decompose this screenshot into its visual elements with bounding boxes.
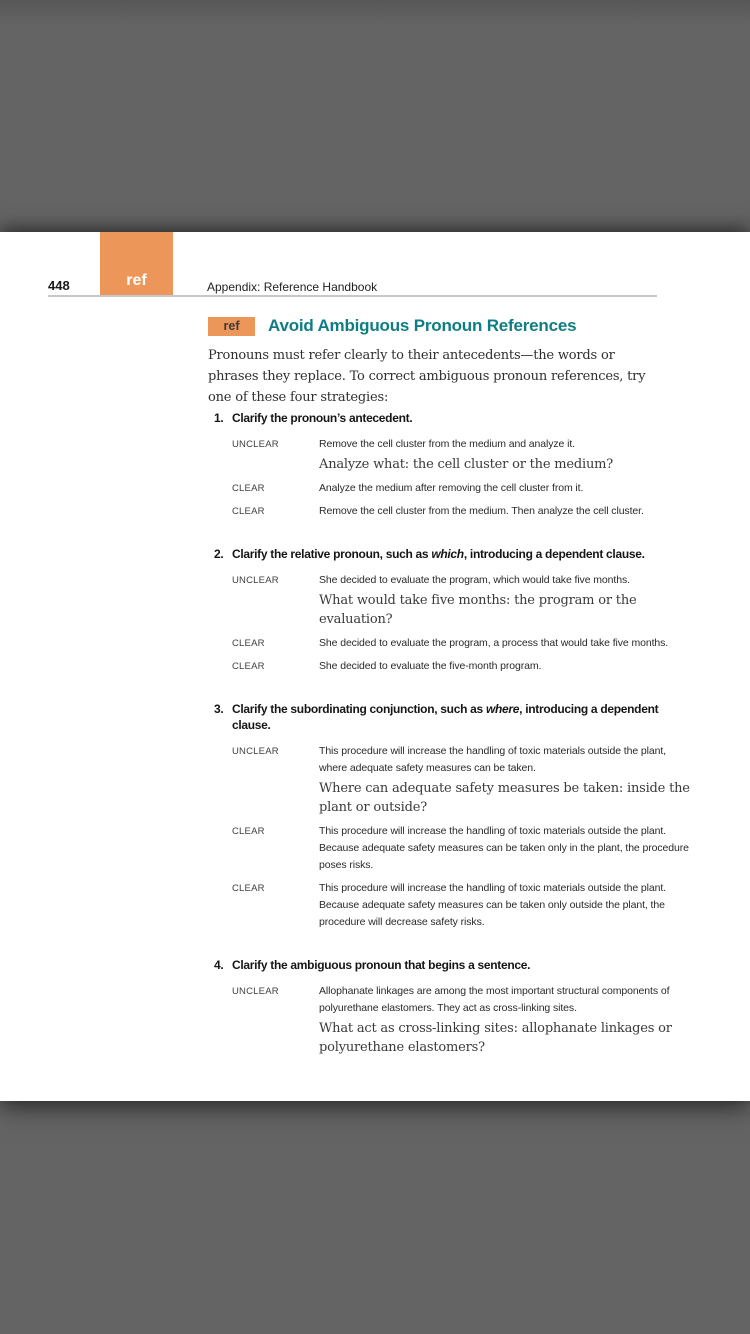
section-badge — [208, 317, 255, 336]
section-heading — [208, 316, 692, 336]
example-label: UNCLEAR — [232, 746, 279, 757]
example-text: Analyze the medium after removing the cell cluster from it. — [319, 482, 584, 494]
example-text: This procedure will increase the handling of toxic materials outside the plant. Because adequate safety measures can be taken only outside the plant, the procedure will decrease safety risks. — [319, 882, 666, 928]
example-text: Remove the cell cluster from the medium. Then analyze the cell cluster. — [319, 505, 644, 517]
page-number: 448 — [48, 278, 70, 293]
example-text: She decided to evaluate the program, which would take five months. — [319, 574, 630, 586]
example-row — [232, 572, 692, 589]
question-text: What act as cross-linking sites: allophanate linkages or polyurethane elastomers? — [319, 1021, 672, 1055]
question-text: Analyze what: the cell cluster or the medium? — [319, 457, 614, 472]
example-text: This procedure will increase the handling of toxic materials outside the plant. Because adequate safety measures can be taken only in the plant, the procedure poses risks. — [319, 825, 689, 871]
heading-italic: where — [485, 702, 520, 716]
example-row — [232, 743, 692, 777]
heading-text: Clarify the relative pronoun, such as — [232, 547, 432, 561]
example-label: CLEAR — [232, 661, 265, 672]
heading-text: Clarify the pronoun’s antecedent. — [232, 411, 413, 425]
strategy-heading — [232, 546, 692, 562]
strategy-number: 1. — [214, 411, 224, 425]
section-title: Avoid Ambiguous Pronoun References — [268, 316, 577, 335]
strategy-heading — [232, 701, 692, 733]
strategy-heading — [232, 410, 692, 426]
example-text: She decided to evaluate the program, a process that would take five months. — [319, 637, 669, 649]
example-row — [232, 503, 692, 520]
example-label: CLEAR — [232, 826, 265, 837]
strategy-number: 3. — [214, 702, 224, 716]
example-row — [232, 635, 692, 652]
running-title: Appendix: Reference Handbook — [207, 280, 378, 294]
example-label: CLEAR — [232, 883, 265, 894]
example-label — [232, 1019, 319, 1057]
example-row — [232, 436, 692, 453]
example-row — [232, 983, 692, 1017]
question-row — [232, 779, 692, 817]
example-row — [232, 880, 692, 931]
example-row — [232, 658, 692, 675]
page-content — [0, 232, 750, 1057]
example-text: Remove the cell cluster from the medium and analyze it. — [319, 438, 575, 450]
example-label: CLEAR — [232, 506, 265, 517]
section-intro: Pronouns must refer clearly to their antecedents—the words or phrases they replace. To correct ambiguous pronoun references, try one of these four strategies: — [208, 348, 646, 405]
heading-text: Clarify the subordinating conjunction, such as — [232, 702, 486, 716]
strategy-heading — [232, 957, 692, 973]
example-label: UNCLEAR — [232, 575, 279, 586]
example-label — [232, 779, 319, 817]
question-row — [232, 591, 692, 629]
example-label: CLEAR — [232, 483, 265, 494]
example-label — [232, 455, 319, 474]
example-text: This procedure will increase the handling of toxic materials outside the plant, where adequate safety measures can be taken. — [319, 745, 666, 774]
heading-italic: which — [431, 547, 464, 561]
example-text: Allophanate linkages are among the most important structural components of polyurethane elastomers. They act as cross-linking sites. — [319, 985, 670, 1014]
strategy-number: 4. — [214, 958, 224, 972]
strategy-item — [214, 410, 692, 520]
example-label — [232, 591, 319, 629]
question-text: What would take five months: the program or the evaluation? — [319, 593, 637, 627]
book-page[interactable] — [0, 232, 750, 1101]
strategy-item — [214, 957, 692, 1057]
heading-text: Clarify the ambiguous pronoun that begins a sentence. — [232, 958, 531, 972]
example-label: UNCLEAR — [232, 986, 279, 997]
ref-tab-label: ref — [126, 272, 147, 289]
example-label: UNCLEAR — [232, 439, 279, 450]
question-text: Where can adequate safety measures be taken: inside the plant or outside? — [319, 781, 690, 815]
section-badge-label: ref — [223, 319, 240, 333]
question-row — [232, 1019, 692, 1057]
example-row — [232, 823, 692, 874]
example-row — [232, 480, 692, 497]
strategy-number: 2. — [214, 547, 224, 561]
heading-text: , introducing a dependent clause. — [463, 547, 645, 561]
example-text: She decided to evaluate the five-month program. — [319, 660, 542, 672]
example-label: CLEAR — [232, 638, 265, 649]
heading-text: , introducing a dependent clause. — [232, 702, 659, 732]
strategy-item — [214, 546, 692, 675]
question-row — [232, 455, 692, 474]
strategy-item — [214, 701, 692, 931]
